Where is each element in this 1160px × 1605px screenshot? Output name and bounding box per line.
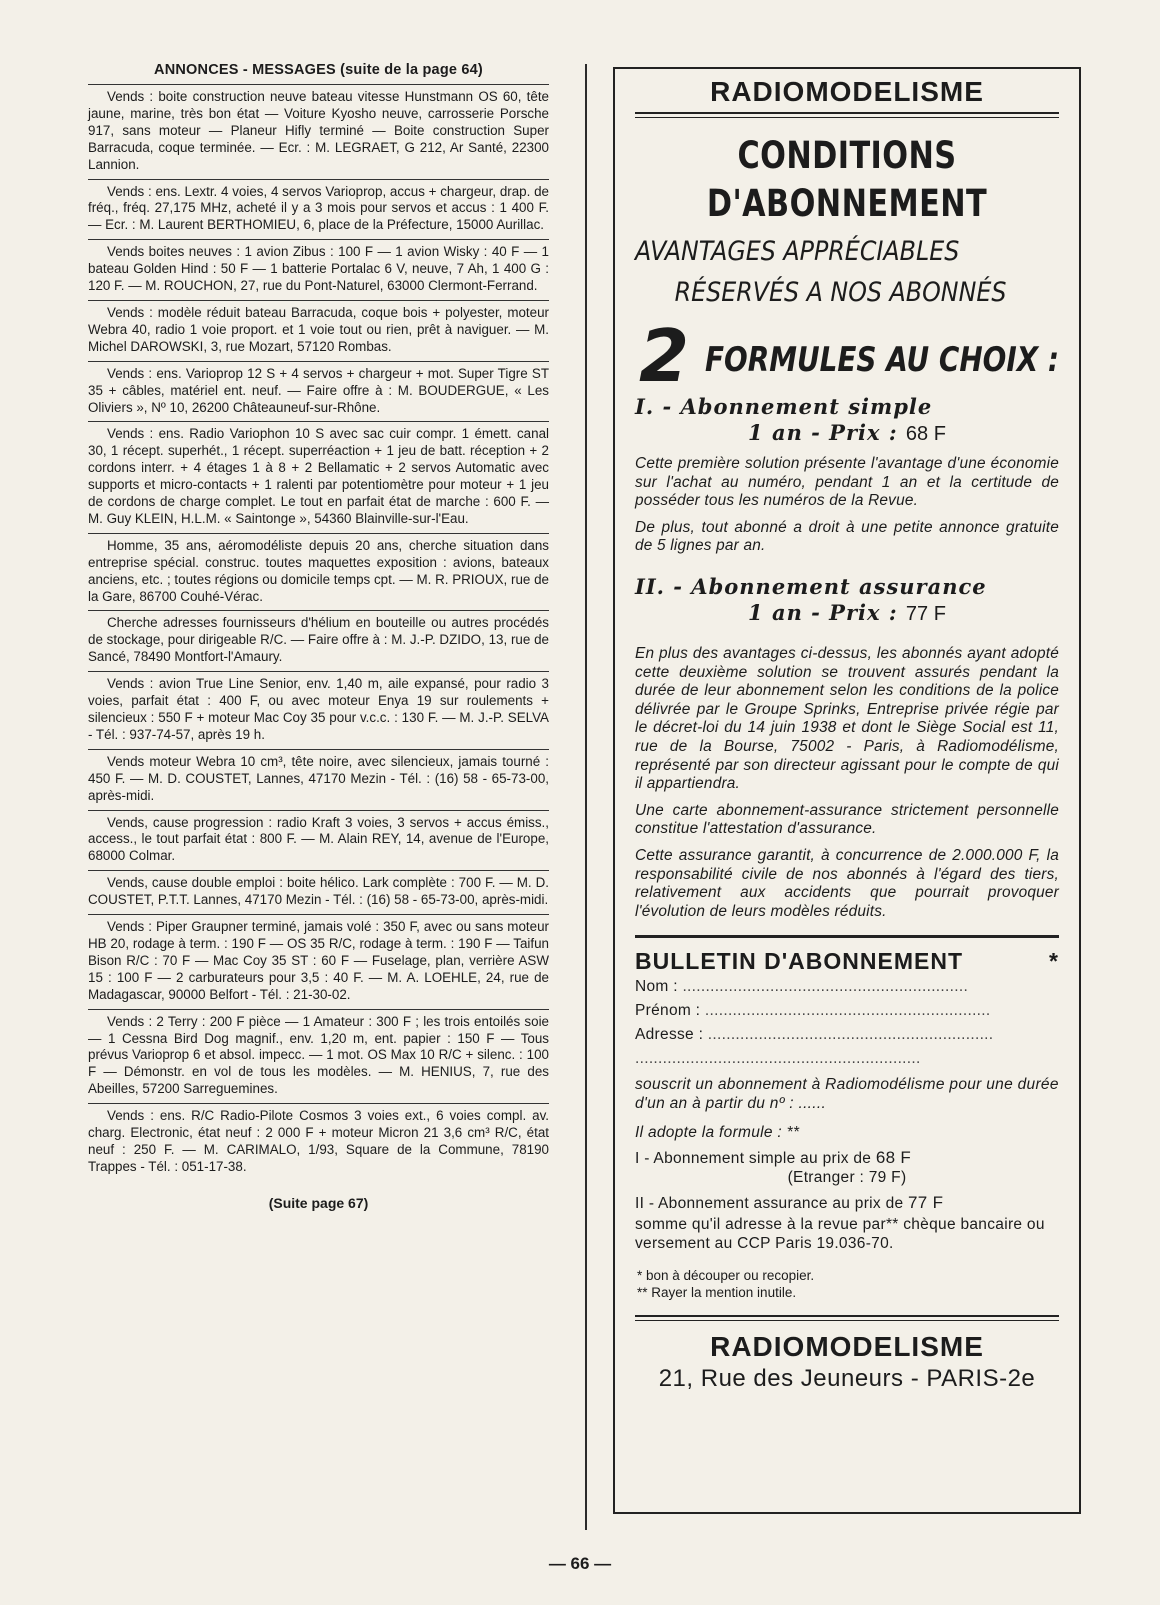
name-label: Nom : (635, 978, 678, 996)
formula-2-desc: En plus des avantages ci-dessus, les abonnés ayant adopté cette deuxième solution se trouvent assurés pendant la durée de leur abonnement selon les conditions de la police délivrée par le Groupe Sprinks, Entreprise privée régie par le décret-loi du 14 juin 1938 et dont le Siège Social est 11, rue de la Bourse, 75002 - Paris, à Radiomodélisme, représenté par son directeur agissant pour le compte de qui il appartiendra. (635, 644, 1059, 793)
formulas-number: 2 (639, 314, 690, 398)
formula-2-price-line (635, 600, 1059, 627)
option-1-label: I - Abonnement simple au prix de (635, 1150, 872, 1168)
publisher-name: RADIOMODELISME (710, 1331, 984, 1363)
formula-1-bonus: De plus, tout abonné a droit à une petite annonce gratuite de 5 lignes par an. (635, 518, 1059, 555)
ad-item: Vends : 2 Terry : 200 F pièce — 1 Amateur : 300 F ; les trois entoilés soie — 1 Cessna Bird Dog magnif., env. 1,20 m, ent. papier : 150 F — Tous prévus Varioprop 6 et absol. impecc. — 1 mot. OS Max 10 R/C + silenc. : 100 F — Démonstr. en vol de tous les modèles. — M. HENIUS, 7, rue des Abeilles, 57200 Sarreguemines. (88, 1009, 549, 1104)
name-dots: .............................................................. (682, 978, 969, 996)
ad-item: Vends : ens. Varioprop 12 S + 4 servos + chargeur + mot. Super Tigre ST 35 + câbles, matériel ent. neuf. — Faire offre à : M. BOUDERGUE, « Les Oliviers », Nº 10, 26200 Châteauneuf-sur-Rhône. (88, 361, 549, 422)
ad-item: Vends, cause double emploi : boite hélico. Lark complète : 700 F. — M. D. COUSTET, P.T.T. Lannes, 47170 Mezin - Tél. : (16) 58 - 65-73-00, après-midi. (88, 870, 549, 914)
ad-item: Vends moteur Webra 10 cm³, tête noire, avec silencieux, jamais tourné : 450 F. — M. D. COUSTET, Lannes, 47170 Mezin - Tél. : (16) 58 - 65-73-00, après-midi. (88, 749, 549, 810)
option-1[interactable] (635, 1148, 1059, 1168)
ad-item: Vends, cause progression : radio Kraft 3 voies, 3 servos + accus émiss., access., le tout parfait état : 800 F. — M. Alain REY, 14, avenue de l'Europe, 68000 Colmar. (88, 810, 549, 871)
address-dots-2: .............................................................. (635, 1050, 921, 1068)
address-field-line-2[interactable] (635, 1047, 1059, 1071)
conditions-line-1: CONDITIONS (737, 134, 957, 177)
address-dots: .............................................................. (707, 1026, 994, 1044)
option-1-price: 68 F (875, 1148, 912, 1168)
brand-title: RADIOMODELISME (710, 76, 984, 107)
ad-item: Vends : boite construction neuve bateau vitesse Hunstmann OS 60, tête jaune, marine, très bon état — Voiture Kyosho neuve, carrosserie Porsche 917, sans moteur — Planeur Hifly terminé — Boite construction Super Barracuda, coque terminée. — Ecr. : M. LEGRAET, G 212, Ar Santé, 22300 Lannion. (88, 84, 549, 179)
double-rule-bottom (635, 1315, 1059, 1321)
formulas-heading (635, 314, 1060, 398)
subscribe-text: souscrit un abonnement à Radiomodélisme pour une durée d'un an à partir du nº : ...... (635, 1076, 1059, 1113)
formula-2-card: Une carte abonnement-assurance strictement personnelle constitue l'attestation d'assurance. (635, 801, 1059, 838)
firstname-field[interactable] (635, 999, 1059, 1023)
section-rule (635, 935, 1059, 938)
footnote-2: ** Rayer la mention inutile. (637, 1285, 797, 1301)
bulletin-title: BULLETIN D'ABONNEMENT (635, 948, 964, 975)
formula-2-coverage: Cette assurance garantit, à concurrence de 2.000.000 F, la responsabilité civile de nos abonnés à l'égard des tiers, relativement aux accidents que pourrait provoquer l'évolution de leurs modèles réduits. (635, 846, 1059, 920)
classified-ads-column (88, 62, 549, 1211)
bulletin-star: * (1049, 948, 1059, 975)
address-label: Adresse : (635, 1026, 704, 1044)
ad-item: Vends boites neuves : 1 avion Zibus : 100 F — 1 avion Wisky : 40 F — 1 bateau Golden Hind : 50 F — 1 batterie Portalac 6 V, neuve, 7 Ah, 1 400 G : 120 F. — M. ROUCHON, 27, rue du Pont-Naturel, 63000 Clermont-Ferrand. (88, 239, 549, 300)
option-2[interactable] (635, 1193, 1059, 1213)
firstname-label: Prénom : (635, 1002, 701, 1020)
option-1-foreign: (Etranger : 79 F) (787, 1169, 907, 1187)
formulas-text: FORMULES AU CHOIX : (705, 340, 1060, 380)
option-2-label: II - Abonnement assurance au prix de (635, 1195, 904, 1213)
page-number: — 66 — (548, 1554, 612, 1573)
formula-1-title: I. - Abonnement simple (635, 394, 933, 419)
ad-item: Cherche adresses fournisseurs d'hélium en bouteille ou autres procédés de stockage, pour dirigeable R/C. — Faire offre à : M. J.-P. DZIDO, 13, rue de Sancé, 78490 Montfort-l'Amaury. (88, 610, 549, 671)
advantages-line-2: RÉSERVÉS A NOS ABONNÉS (674, 277, 1007, 308)
ad-item: Vends : ens. R/C Radio-Pilote Cosmos 3 voies ext., 6 voies compl. av. charg. Electronic, état neuf : 2 000 F + moteur Micron 21 3,6 cm³ R/C, état neuf : 250 F. — M. CARIMALO, 1/93, Square de la Commune, 78190 Trappes - Tél. : 051-17-38. (88, 1103, 549, 1181)
formula-choice-label: Il adopte la formule : ** (635, 1124, 800, 1142)
column-divider (585, 64, 587, 1530)
formula-1-desc: Cette première solution présente l'avantage d'une économie sur l'achat au numéro, pendant 1 an et la certitude de posséder tous les numéros de la Revue. (635, 455, 1059, 510)
publisher-address: 21, Rue des Jeuneurs - PARIS-2e (658, 1365, 1036, 1393)
footnote-1: * bon à découper ou recopier. (637, 1268, 815, 1284)
ad-item: Vends : ens. Radio Variophon 10 S avec sac cuir compr. 1 émett. canal 30, 1 récept. superhét., 1 récept. superréaction + 1 jeu de batt. réception + 2 cordons interr. + 4 étages 1 à 8 + 2 Bellamatic + 2 servos Automatic avec supports et micro-contacts + 1 ralenti par potentiomètre pour moteur + 1 jeu de cordons de charge complet. Le tout en parfait état de marche : 600 F. — M. Guy KLEIN, H.L.M. « Saintonge », 54360 Blainville-sur-l'Eau. (88, 421, 549, 532)
formula-1-price: 68 F (905, 423, 946, 445)
ad-item: Vends : Piper Graupner terminé, jamais volé : 350 F, avec ou sans moteur HB 20, rodage à term. : 190 F — OS 35 R/C, rodage à term. : 190 F — Taifun Bison R/C : 70 F — Mac Coy 35 ST : 60 F — Fuselage, plan, verrière ASW 15 : 100 F — 2 carburateurs pour 3,5 : 40 F. — M. A. LOEHLE, 24, rue de Madagascar, 90000 Belfort - Tél. : 21-30-02. (88, 914, 549, 1009)
ad-item: Vends : modèle réduit bateau Barracuda, coque bois + polyester, moteur Webra 40, radio 1 voie proport. et 1 voie tout ou rien, prêt à naviguer. — M. Michel DAROWSKI, 3, rue Mozart, 57120 Rombas. (88, 300, 549, 361)
address-field[interactable] (635, 1023, 1059, 1047)
subscription-box (613, 67, 1081, 1514)
firstname-dots: .............................................................. (704, 1002, 991, 1020)
advantages-line-1: AVANTAGES APPRÉCIABLES (635, 236, 960, 267)
ad-item: Vends : ens. Lextr. 4 voies, 4 servos Varioprop, accus + chargeur, drap. de fréq., fréq. 27,175 MHz, acheté il y a 3 mois pour servos et accus : 1 400 F. — Ecr. : M. Laurent BERTHOMIEU, 6, place de la Préfecture, 15000 Aurillac. (88, 179, 549, 240)
formula-2-sub: 1 an - Prix : (748, 599, 898, 625)
continued-note: (Suite page 67) (268, 1194, 369, 1211)
ads-title: ANNONCES - MESSAGES (suite de la page 64) (154, 62, 483, 78)
payment-text: somme qu'il adresse à la revue par** chèque bancaire ou versement au CCP Paris 19.036-70. (635, 1216, 1045, 1253)
ad-item: Vends : avion True Line Senior, env. 1,40 m, aile expansé, pour radio 3 voies, parfait état : 400 F, ou avec moteur Enya 19 sur roulements + silencieux : 550 F + moteur Mac Coy 35 pour v.c.c. : 130 F. — M. J.-P. SELVA - Tél. : 937-74-57, après 19 h. (88, 671, 549, 749)
formula-1-sub: 1 an - Prix : (748, 420, 898, 445)
ad-item: Homme, 35 ans, aéromodéliste depuis 20 ans, cherche situation dans entreprise spécial. construc. toutes maquettes exposition : avions, bateaux anciens, etc. ; toutes régions ou domicile temps cpt. — M. R. PRIOUX, rue de la Gare, 86700 Couhé-Vérac. (88, 533, 549, 611)
name-field[interactable] (635, 975, 1059, 999)
bulletin-heading (635, 948, 1059, 975)
double-rule (635, 112, 1059, 118)
formula-2-title: II. - Abonnement assurance (635, 573, 987, 599)
conditions-line-2: D'ABONNEMENT (706, 182, 988, 225)
conditions-heading (673, 132, 1021, 228)
formula-2-price: 77 F (905, 602, 946, 625)
formula-1-price-line (635, 420, 1059, 447)
option-2-price: 77 F (908, 1193, 944, 1213)
footnotes (635, 1267, 1059, 1301)
